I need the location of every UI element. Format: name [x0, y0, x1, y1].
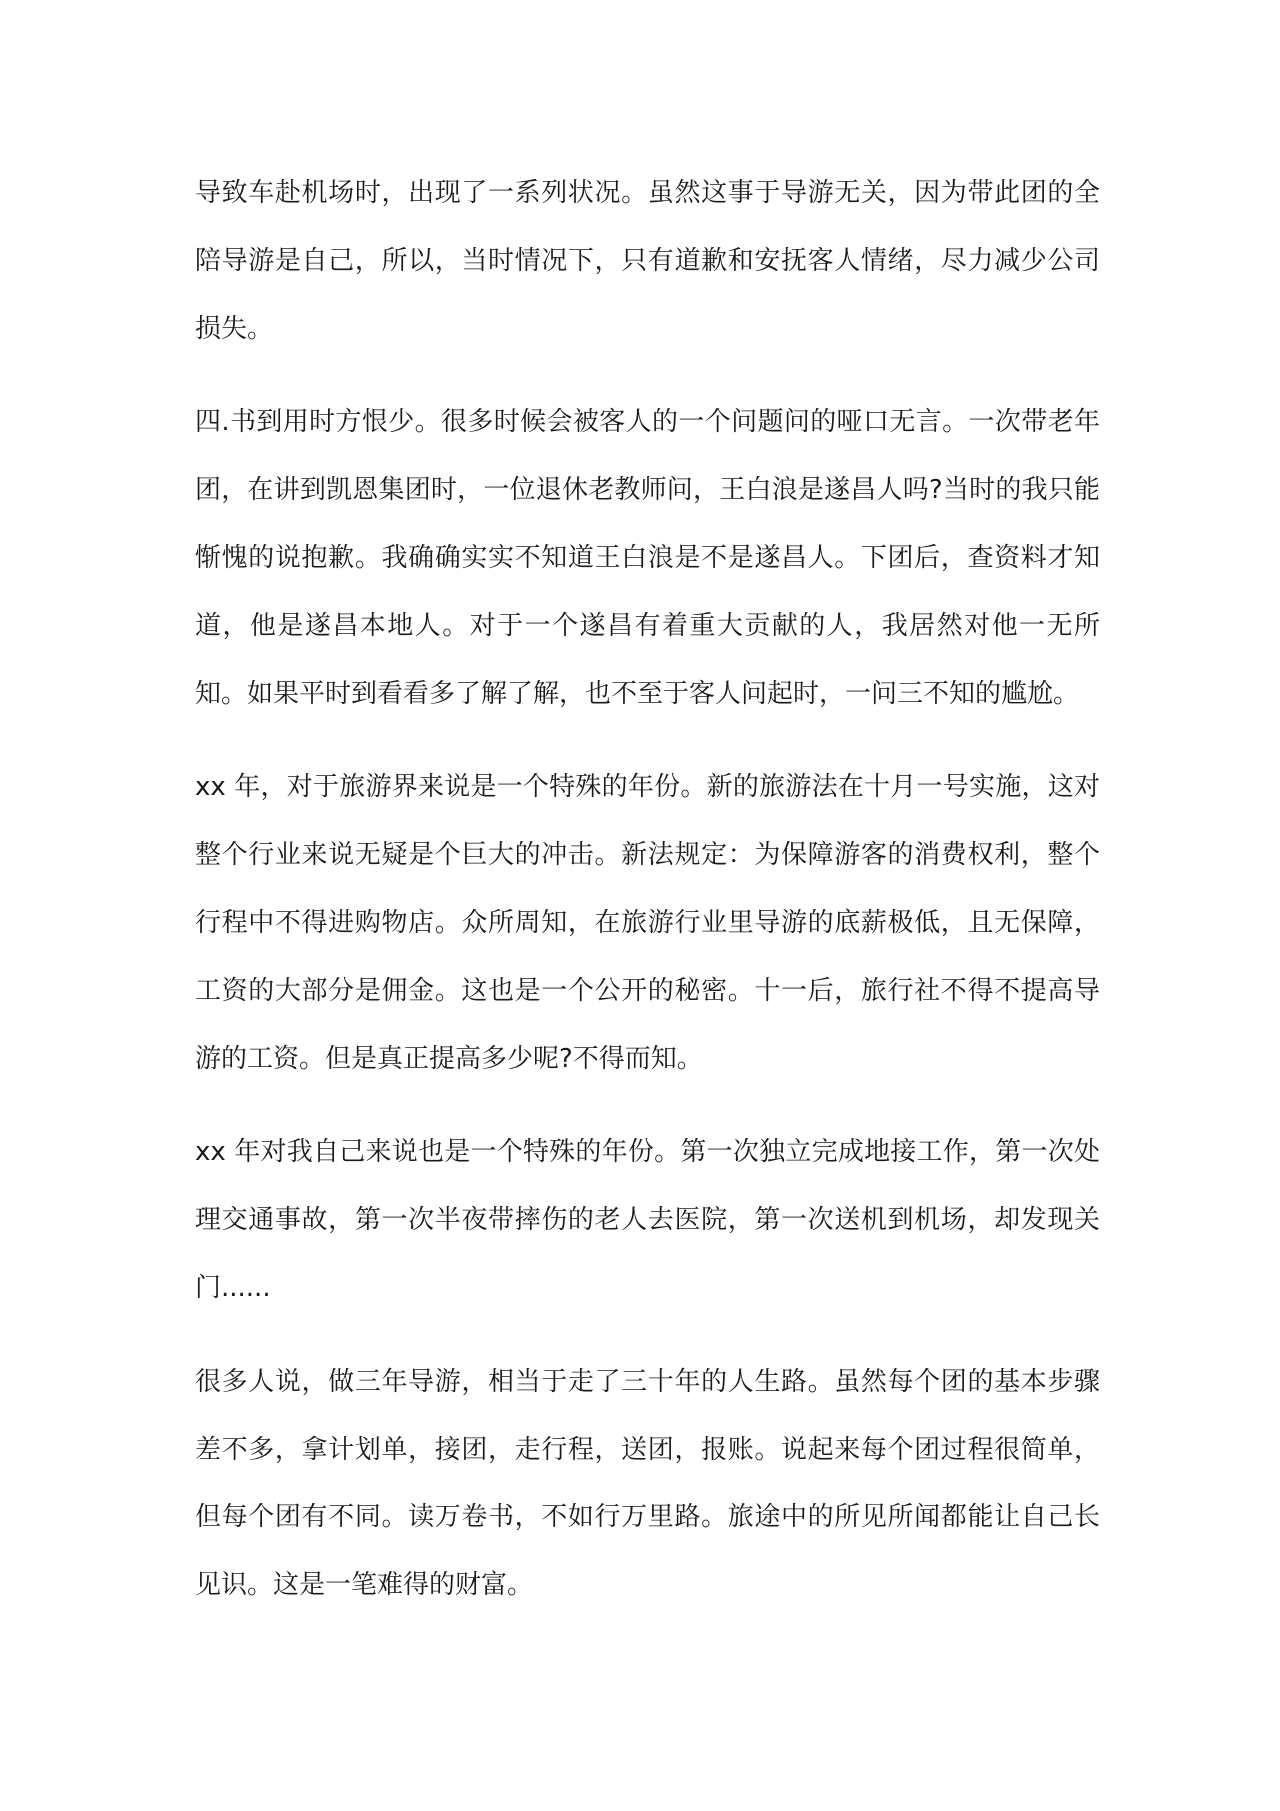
document-body [195, 160, 1100, 1646]
paragraph-1: 导致车赴机场时，出现了一系列状况。虽然这事于导游无关，因为带此团的全陪导游是自己，所以，当时情况下，只有道歉和安抚客人情绪，尽力减少公司损失。 [195, 178, 1100, 344]
paragraph-4: xx 年对我自己来说也是一个特殊的年份。第一次独立完成地接工作，第一次处理交通事故，第一次半夜带摔伤的老人去医院，第一次送机到机场，却发现关门...... [195, 1137, 1100, 1303]
paragraph-5: 很多人说，做三年导游，相当于走了三十年的人生路。虽然每个团的基本步骤差不多，拿计划单，接团，走行程，送团，报账。说起来每个团过程很简单，但每个团有不同。读万卷书，不如行万里路。旅途中的所见所闻都能让自己长见识。这是一笔难得的财富。 [195, 1366, 1100, 1601]
paragraph-3: xx 年，对于旅游界来说是一个特殊的年份。新的旅游法在十月一号实施，这对整个行业来说无疑是个巨大的冲击。新法规定：为保障游客的消费权利，整个行程中不得进购物店。众所周知，在旅游行业里导游的底薪极低，且无保障，工资的大部分是佣金。这也是一个公开的秘密。十一后，旅行社不得不提高导游的工资。但是真正提高多少呢?不得而知。 [195, 772, 1100, 1074]
paragraph-2: 四.书到用时方恨少。很多时候会被客人的一个问题问的哑口无言。一次带老年团，在讲到凯恩集团时，一位退休老教师问，王白浪是遂昌人吗?当时的我只能惭愧的说抱歉。我确确实实不知道王白浪是不是遂昌人。下团后，查资料才知道，他是遂昌本地人。对于一个遂昌有着重大贡献的人，我居然对他一无所知。如果平时到看看多了解了解，也不至于客人问起时，一问三不知的尴尬。 [195, 407, 1101, 709]
